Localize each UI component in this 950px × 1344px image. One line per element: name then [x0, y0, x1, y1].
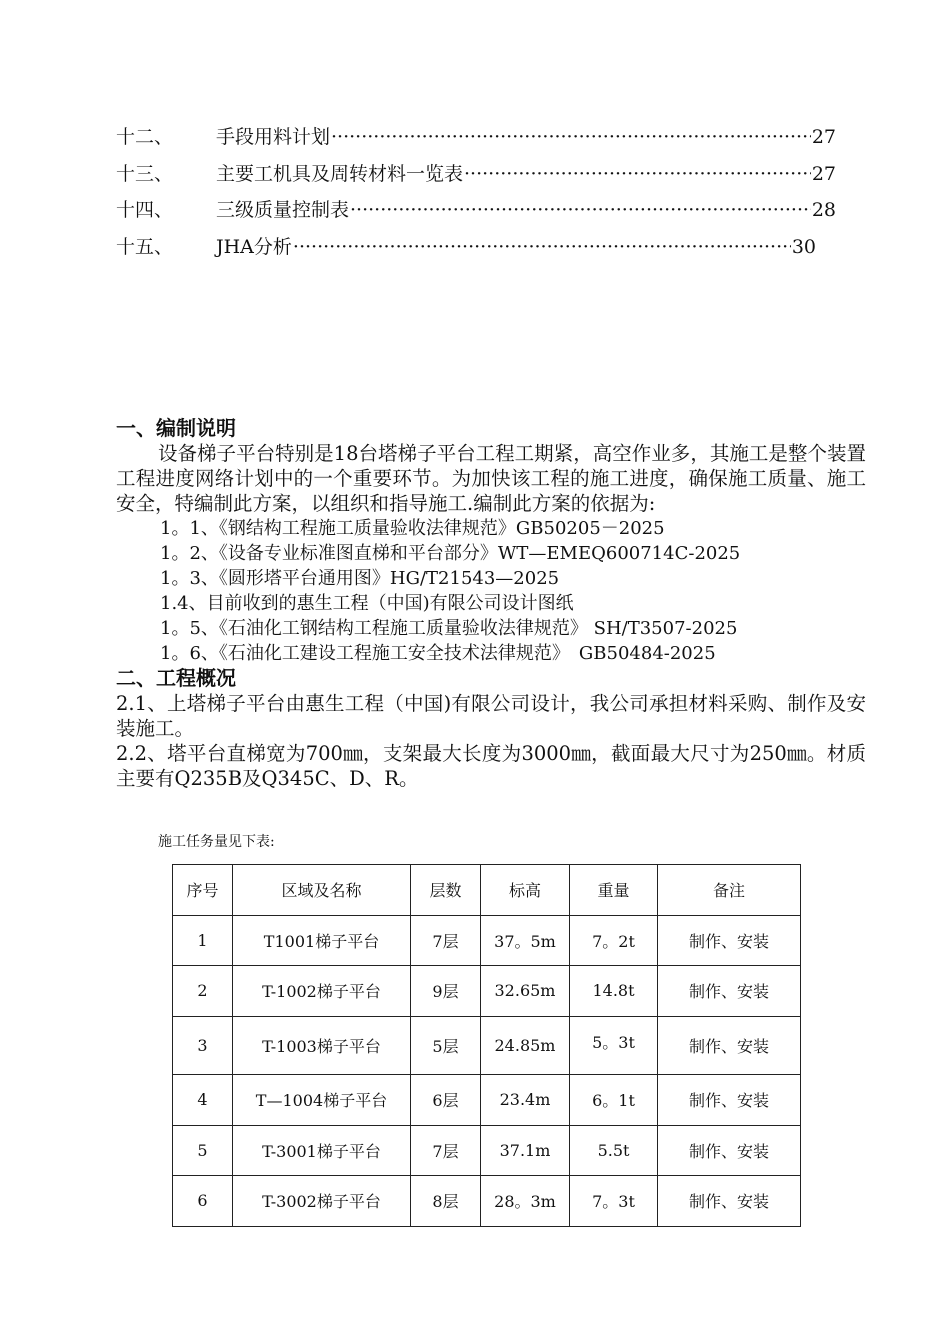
- table-cell: 7。2t: [570, 915, 658, 966]
- reference-item: 1。3、《圆形塔平台通用图》HG/T21543—2025: [160, 568, 560, 589]
- toc-number: 十二、: [116, 126, 174, 148]
- table-cell: T-3002梯子平台: [233, 1176, 411, 1227]
- toc-page-number: 28: [811, 199, 836, 221]
- toc-page-number: 27: [811, 162, 836, 185]
- toc-entry[interactable]: [116, 232, 816, 269]
- header-cell: 标高: [481, 865, 570, 916]
- table-cell: 23.4m: [481, 1075, 570, 1126]
- reference-item: 1.4、目前收到的惠生工程（中国)有限公司设计图纸: [160, 593, 574, 614]
- toc-entry[interactable]: [116, 195, 836, 232]
- section-2-paragraph-1: 2.1、上塔梯子平台由惠生工程（中国)有限公司设计，我公司承担材料采购、制作及安装施工。: [116, 692, 866, 740]
- toc-number: 十五、: [116, 235, 174, 258]
- header-cell: 区域及名称: [233, 865, 411, 916]
- table-cell: 3: [173, 1016, 233, 1075]
- reference-item: 1。1、《钢结构工程施工质量验收法律规范》GB50205－2025: [160, 518, 665, 539]
- table-cell: 37.1m: [481, 1125, 570, 1176]
- table-cell: 9层: [411, 966, 481, 1017]
- table-row: [173, 1125, 801, 1176]
- toc-leader-dots: [350, 199, 811, 221]
- toc-title: 主要工机具及周转材料一览表: [216, 162, 464, 185]
- toc-page-number: 30: [791, 235, 816, 258]
- table-of-contents: [116, 122, 836, 268]
- table-cell: 5: [173, 1125, 233, 1176]
- table-cell: 制作、安装: [658, 1016, 801, 1075]
- reference-item: 1。6、《石油化工建设工程施工安全技术法律规范》 GB50484-2025: [160, 643, 716, 664]
- task-table: [172, 864, 801, 1227]
- table-cell: T1001梯子平台: [233, 915, 411, 966]
- header-cell: 序号: [173, 865, 233, 916]
- table-cell: 24.85m: [481, 1016, 570, 1075]
- section-heading-2: 二、工程概况: [116, 666, 236, 690]
- table-caption: 施工任务量见下表:: [158, 834, 275, 850]
- toc-leader-dots: [331, 126, 811, 148]
- toc-entry[interactable]: [116, 159, 836, 196]
- toc-leader-dots: [464, 163, 811, 185]
- reference-item: 1。5、《石油化工钢结构工程施工质量验收法律规范》 SH/T3507-2025: [160, 618, 738, 639]
- toc-entry[interactable]: [116, 122, 836, 159]
- table-header-row: [173, 865, 801, 916]
- toc-leader-dots: [293, 236, 791, 258]
- reference-item: 1。2、《设备专业标准图直梯和平台部分》WT—EMEQ600714C-2025: [160, 543, 741, 564]
- table-row: [173, 1075, 801, 1126]
- table-cell: T-1002梯子平台: [233, 966, 411, 1017]
- table-cell: 2: [173, 966, 233, 1017]
- table-cell: 7。3t: [570, 1176, 658, 1227]
- table-cell: 制作、安装: [658, 1075, 801, 1126]
- table-row: [173, 1176, 801, 1227]
- section-heading-1: 一、编制说明: [116, 416, 236, 440]
- table-cell: 7层: [411, 915, 481, 966]
- toc-number: 十三、: [116, 162, 174, 185]
- table-cell: 5层: [411, 1016, 481, 1075]
- table-row: [173, 1016, 801, 1075]
- table-cell: T-3001梯子平台: [233, 1125, 411, 1176]
- table-cell: 制作、安装: [658, 1176, 801, 1227]
- table-cell: 32.65m: [481, 966, 570, 1017]
- table-cell: 6。1t: [570, 1075, 658, 1126]
- table-cell: 5.5t: [570, 1125, 658, 1176]
- table-cell: 28。3m: [481, 1176, 570, 1227]
- toc-title: JHA分析: [216, 235, 292, 258]
- table-cell: 6层: [411, 1075, 481, 1126]
- toc-title: 手段用料计划: [216, 126, 331, 148]
- table-cell: T-1003梯子平台: [233, 1016, 411, 1075]
- table-cell: T—1004梯子平台: [233, 1075, 411, 1126]
- table-cell: 制作、安装: [658, 915, 801, 966]
- toc-page-number: 27: [811, 126, 836, 148]
- table-row: [173, 966, 801, 1017]
- table-cell: 7层: [411, 1125, 481, 1176]
- section-1-paragraph: 设备梯子平台特别是18台塔梯子平台工程工期紧，高空作业多，其施工是整个装置工程进度网络计划中的一个重要环节。为加快该工程的施工进度，确保施工质量、施工安全，特编制此方案，以组织和指导施工.编制此方案的依据为:: [116, 442, 866, 515]
- header-cell: 重量: [570, 865, 658, 916]
- document-body: [116, 416, 866, 791]
- table-cell: 6: [173, 1176, 233, 1227]
- table-cell: 4: [173, 1075, 233, 1126]
- toc-number: 十四、: [116, 199, 174, 221]
- table-cell: 5。3t: [570, 1016, 658, 1075]
- table-cell: 14.8t: [570, 966, 658, 1017]
- table-cell: 制作、安装: [658, 966, 801, 1017]
- table-cell: 8层: [411, 1176, 481, 1227]
- header-cell: 备注: [658, 865, 801, 916]
- table-cell: 1: [173, 915, 233, 966]
- section-2-paragraph-2: 2.2、塔平台直梯宽为700㎜，支架最大长度为3000㎜，截面最大尺寸为250㎜。材质主要有Q235B及Q345C、D、R。: [116, 742, 866, 790]
- header-cell: 层数: [411, 865, 481, 916]
- table-cell: 37。5m: [481, 915, 570, 966]
- table-row: [173, 915, 801, 966]
- toc-title: 三级质量控制表: [216, 199, 350, 221]
- table-cell: 制作、安装: [658, 1125, 801, 1176]
